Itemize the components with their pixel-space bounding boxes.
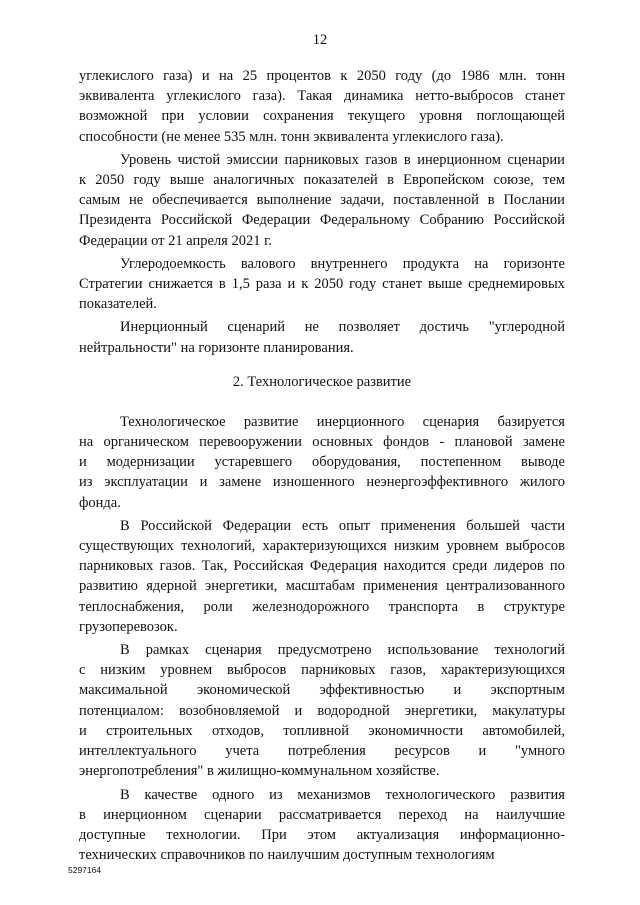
paragraph-line: показателей.	[79, 296, 157, 313]
paragraph-line: Инерционный сценарий не позволяет достичь "углеродной	[120, 319, 565, 336]
paragraph	[79, 640, 565, 781]
paragraph	[79, 254, 565, 315]
paragraph-line: эквивалента углекислого газа). Такая динамика нетто-выбросов станет	[79, 88, 565, 105]
paragraph-line: самым не обеспечивается выполнение задачи, поставленной в Послании	[79, 192, 565, 209]
paragraph	[79, 785, 565, 866]
paragraph	[79, 150, 565, 251]
paragraph-line: углекислого газа) и на 25 процентов к 2050 году (до 1986 млн. тонн	[79, 68, 565, 84]
paragraph-line: доступные технологии. При этом актуализация информационно-	[79, 826, 565, 843]
paragraph-line: из эксплуатации и замене изношенного неэнергоэффективного жилого	[79, 474, 565, 491]
paragraph-line: грузоперевозок.	[79, 618, 178, 635]
paragraph-line: В качестве одного из механизмов технологического развития	[120, 786, 565, 803]
paragraph-line: фонда.	[79, 494, 121, 511]
paragraph-line: Технологическое развитие инерционного сценария базируется	[120, 413, 565, 430]
paragraph-line: Федерации от 21 апреля 2021 г.	[79, 232, 273, 249]
paragraph-line: к 2050 году выше аналогичных показателей в Европейском союзе, тем	[79, 172, 565, 189]
section-heading: 2. Технологическое развитие	[232, 373, 412, 390]
paragraph-line: В рамках сценария предусмотрено использование технологий	[120, 642, 565, 659]
paragraph	[79, 66, 565, 147]
paragraph-line: возможной при условии сохранения текущего уровня поглощающей	[79, 108, 565, 125]
paragraph-line: и модернизации устаревшего оборудования, постепенном выводе	[79, 454, 565, 471]
paragraph-line: парниковых газов. Так, Российская Федерация находится среди лидеров по	[79, 558, 565, 575]
paragraph-line: теплоснабжения, роли железнодорожного транспорта в структуре	[79, 598, 565, 615]
paragraph-group-bottom	[79, 412, 565, 865]
paragraph	[79, 317, 565, 357]
paragraph-group-top	[79, 66, 565, 358]
paragraph-line: интеллектуального учета потребления ресурсов и "умного	[79, 743, 565, 760]
paragraph-line: Президента Российской Федерации Федеральному Собранию Российской	[79, 212, 565, 229]
paragraph-line: и строительных отходов, топливной экономичности автомобилей,	[79, 722, 565, 739]
paragraph	[79, 516, 565, 637]
paragraph-line: Углеродоемкость валового внутреннего продукта на горизонте	[120, 255, 565, 272]
document-body	[79, 66, 565, 865]
page-number: 12	[312, 32, 328, 48]
paragraph-line: максимальной экономической эффективностью и экспортным	[79, 682, 565, 699]
document-id: 5297164	[68, 865, 102, 875]
paragraph-line: технических справочников по наилучшим доступным технологиям	[79, 847, 495, 864]
paragraph-line: с низким уровнем выбросов парниковых газов, характеризующихся	[79, 662, 565, 679]
paragraph-line: способности (не менее 535 млн. тонн эквивалента углекислого газа).	[79, 128, 504, 145]
paragraph-line: Уровень чистой эмиссии парниковых газов в инерционном сценарии	[120, 151, 565, 168]
paragraph-line: развитию ядерной энергетики, масштабам применения централизованного	[79, 578, 565, 595]
paragraph-line: в инерционном сценарии рассматривается переход на наилучшие	[79, 806, 565, 823]
paragraph	[79, 412, 565, 513]
paragraph-line: Стратегии снижается в 1,5 раза и к 2050 году станет выше среднемировых	[79, 276, 565, 293]
paragraph-line: В Российской Федерации есть опыт применения большей части	[120, 517, 565, 534]
paragraph-line: на органическом перевооружении основных фондов - плановой замене	[79, 434, 565, 451]
paragraph-line: потенциалом: возобновляемой и водородной энергетики, макулатуры	[79, 702, 565, 719]
paragraph-line: нейтральности" на горизонте планирования.	[79, 339, 354, 356]
paragraph-line: существующих технологий, характеризующихся низким уровнем выбросов	[79, 538, 565, 555]
paragraph-line: энергопотребления" в жилищно-коммунальном хозяйстве.	[79, 763, 440, 780]
